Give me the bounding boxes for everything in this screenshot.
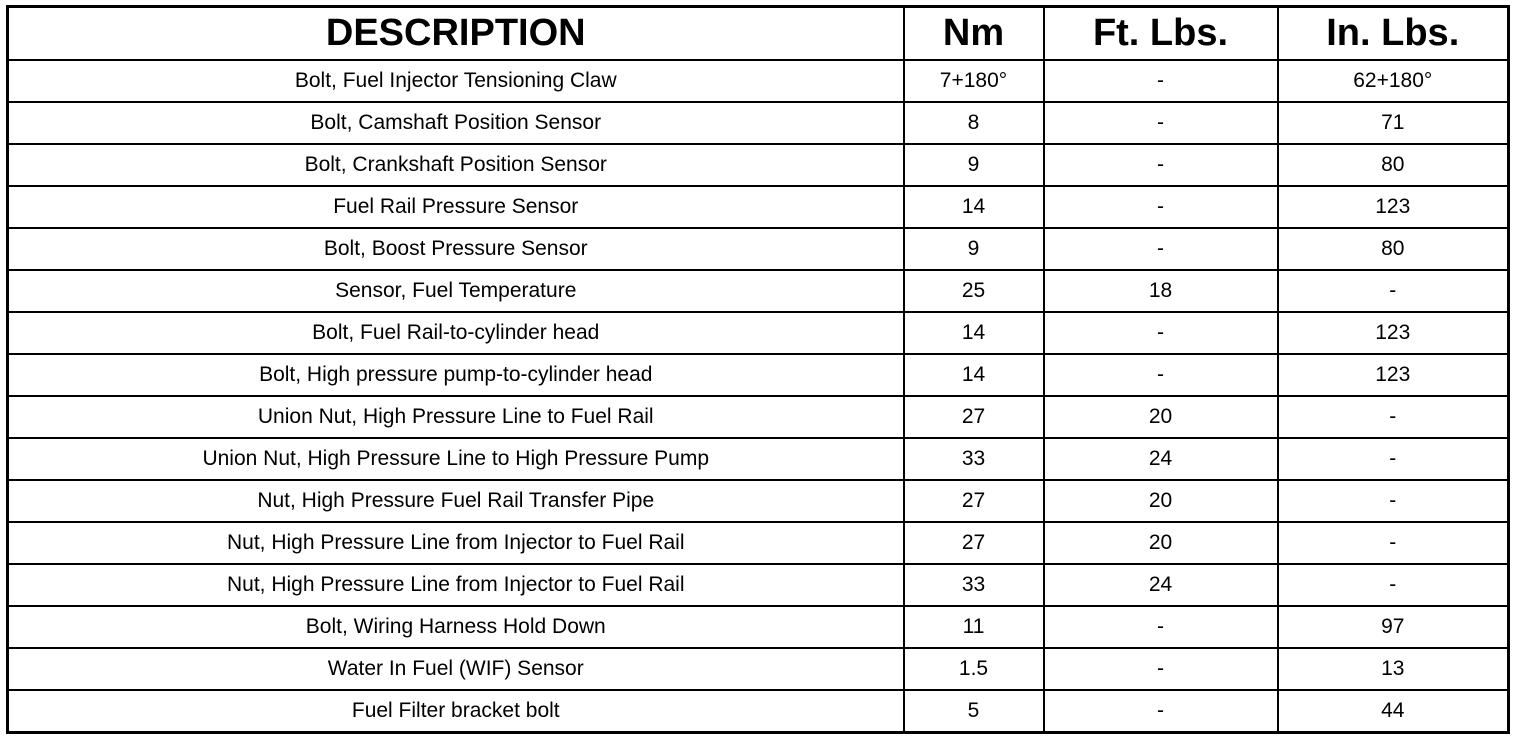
cell-description: Bolt, Fuel Injector Tensioning Claw [8, 60, 904, 102]
cell-description: Nut, High Pressure Fuel Rail Transfer Pipe [8, 480, 904, 522]
cell-nm: 27 [904, 480, 1044, 522]
table-row [8, 690, 1509, 733]
cell-in-lbs: 44 [1278, 690, 1509, 733]
cell-nm: 7+180° [904, 60, 1044, 102]
table-row [8, 186, 1509, 228]
table-row [8, 438, 1509, 480]
cell-description: Sensor, Fuel Temperature [8, 270, 904, 312]
cell-nm: 14 [904, 312, 1044, 354]
cell-ft-lbs: 20 [1044, 480, 1278, 522]
header-ft-lbs: Ft. Lbs. [1044, 7, 1278, 61]
cell-description: Union Nut, High Pressure Line to Fuel Rail [8, 396, 904, 438]
table-row [8, 102, 1509, 144]
cell-in-lbs: - [1278, 270, 1509, 312]
cell-nm: 33 [904, 564, 1044, 606]
cell-description: Bolt, Camshaft Position Sensor [8, 102, 904, 144]
table-row [8, 354, 1509, 396]
cell-in-lbs: 123 [1278, 186, 1509, 228]
cell-description: Bolt, Wiring Harness Hold Down [8, 606, 904, 648]
cell-in-lbs: 62+180° [1278, 60, 1509, 102]
header-row [8, 7, 1509, 61]
cell-nm: 1.5 [904, 648, 1044, 690]
cell-ft-lbs: - [1044, 102, 1278, 144]
cell-nm: 9 [904, 144, 1044, 186]
cell-description: Union Nut, High Pressure Line to High Pressure Pump [8, 438, 904, 480]
cell-ft-lbs: 18 [1044, 270, 1278, 312]
cell-description: Nut, High Pressure Line from Injector to Fuel Rail [8, 564, 904, 606]
header-nm: Nm [904, 7, 1044, 61]
cell-nm: 14 [904, 186, 1044, 228]
cell-ft-lbs: - [1044, 186, 1278, 228]
cell-description: Bolt, Boost Pressure Sensor [8, 228, 904, 270]
cell-ft-lbs: - [1044, 60, 1278, 102]
cell-description: Bolt, High pressure pump-to-cylinder head [8, 354, 904, 396]
cell-in-lbs: 80 [1278, 144, 1509, 186]
table-row [8, 606, 1509, 648]
cell-nm: 9 [904, 228, 1044, 270]
cell-in-lbs: - [1278, 438, 1509, 480]
table-row [8, 228, 1509, 270]
cell-in-lbs: 123 [1278, 312, 1509, 354]
cell-nm: 5 [904, 690, 1044, 733]
table-row [8, 522, 1509, 564]
table-row [8, 312, 1509, 354]
cell-in-lbs: 123 [1278, 354, 1509, 396]
header-in-lbs: In. Lbs. [1278, 7, 1509, 61]
cell-description: Bolt, Fuel Rail-to-cylinder head [8, 312, 904, 354]
header-description: DESCRIPTION [8, 7, 904, 61]
cell-in-lbs: - [1278, 480, 1509, 522]
cell-ft-lbs: - [1044, 690, 1278, 733]
table-header [8, 7, 1509, 61]
cell-ft-lbs: - [1044, 312, 1278, 354]
torque-spec-table [6, 5, 1510, 734]
cell-in-lbs: 97 [1278, 606, 1509, 648]
cell-nm: 33 [904, 438, 1044, 480]
cell-in-lbs: 80 [1278, 228, 1509, 270]
cell-nm: 11 [904, 606, 1044, 648]
table-body [8, 60, 1509, 733]
cell-nm: 8 [904, 102, 1044, 144]
cell-description: Bolt, Crankshaft Position Sensor [8, 144, 904, 186]
cell-description: Nut, High Pressure Line from Injector to Fuel Rail [8, 522, 904, 564]
cell-in-lbs: 71 [1278, 102, 1509, 144]
cell-ft-lbs: - [1044, 354, 1278, 396]
table-row [8, 144, 1509, 186]
cell-ft-lbs: 24 [1044, 438, 1278, 480]
cell-in-lbs: - [1278, 564, 1509, 606]
cell-ft-lbs: - [1044, 144, 1278, 186]
cell-nm: 27 [904, 396, 1044, 438]
table-row [8, 648, 1509, 690]
table-row [8, 60, 1509, 102]
cell-in-lbs: 13 [1278, 648, 1509, 690]
table-row [8, 396, 1509, 438]
cell-description: Water In Fuel (WIF) Sensor [8, 648, 904, 690]
table-row [8, 270, 1509, 312]
cell-ft-lbs: - [1044, 648, 1278, 690]
cell-ft-lbs: 20 [1044, 522, 1278, 564]
cell-description: Fuel Rail Pressure Sensor [8, 186, 904, 228]
table-row [8, 564, 1509, 606]
cell-nm: 27 [904, 522, 1044, 564]
table-row [8, 480, 1509, 522]
cell-in-lbs: - [1278, 522, 1509, 564]
cell-nm: 25 [904, 270, 1044, 312]
cell-description: Fuel Filter bracket bolt [8, 690, 904, 733]
cell-ft-lbs: - [1044, 228, 1278, 270]
cell-in-lbs: - [1278, 396, 1509, 438]
cell-ft-lbs: 24 [1044, 564, 1278, 606]
cell-nm: 14 [904, 354, 1044, 396]
cell-ft-lbs: 20 [1044, 396, 1278, 438]
cell-ft-lbs: - [1044, 606, 1278, 648]
